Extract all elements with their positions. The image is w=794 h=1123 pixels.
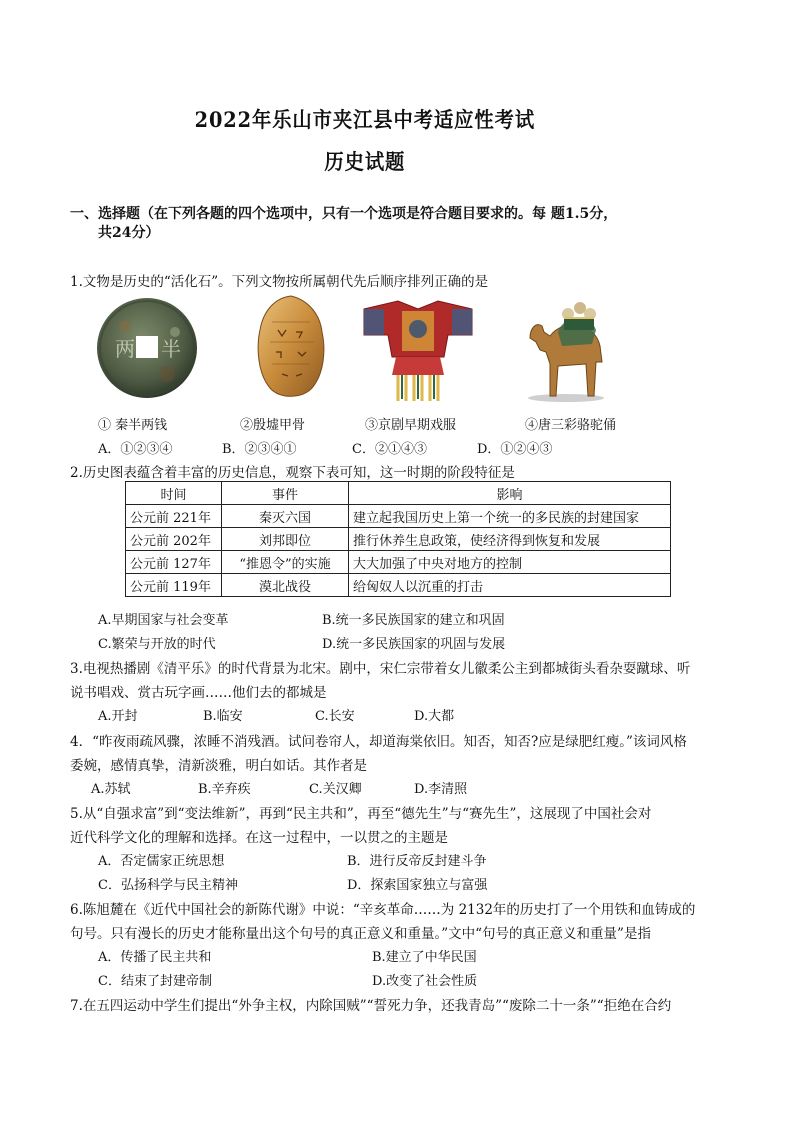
table-row (126, 528, 671, 551)
q3-option-a: A.开封 (98, 709, 138, 724)
question-4-line2: 委婉，感情真挚，清新淡雅，明白如话。其作者是 (70, 758, 367, 774)
caption-qin-coin: ① 秦半两钱 (98, 418, 168, 433)
caption-oracle-bone: ②殷墟甲骨 (240, 418, 306, 433)
question-2-stem: 2.历史图表蕴含着丰富的历史信息，观察下表可知，这一时期的阶段特征是 (70, 465, 515, 481)
q3-option-b: B.临安 (203, 709, 243, 724)
oracle-bone-image (252, 292, 330, 402)
q2-option-b: B.统一多民族国家的建立和巩固 (322, 613, 505, 628)
q5-option-d: D．探索国家独立与富强 (347, 878, 488, 893)
question-3-line1: 3.电视热播剧《清平乐》的时代背景为北宋。剧中，宋仁宗带着女儿徽柔公主到都城街头看杂耍蹴球、听 (70, 661, 691, 677)
question-1-stem: 1.文物是历史的“活化石”。下列文物按所属朝代先后顺序排列正确的是 (70, 274, 489, 290)
table-cell: 给匈奴人以沉重的打击 (349, 574, 671, 597)
exam-title: 2022年乐山市夹江县中考适应性考试 (194, 107, 536, 132)
q3-option-c: C.长安 (315, 709, 355, 724)
q6-option-d: D.改变了社会性质 (372, 974, 478, 989)
question-5-line2: 近代科学文化的理解和选择。在这一过程中，一以贯之的主题是 (70, 830, 448, 846)
caption-opera-costume: ③京剧早期戏服 (365, 418, 457, 433)
q1-option-a: A．①②③④ (98, 442, 173, 457)
q2-option-a: A.早期国家与社会变革 (98, 613, 229, 628)
question-6-line1: 6.陈旭麓在《近代中国社会的新陈代谢》中说：“辛亥革命……为 2132年的历史打了一个用铁和血铸成的 (70, 902, 696, 918)
table-cell: 刘邦即位 (222, 528, 349, 551)
table-cell: 推行休养生息政策，使经济得到恢复和发展 (349, 528, 671, 551)
question-3-line2: 说书唱戏、赏古玩字画……他们去的都城是 (70, 685, 327, 701)
q4-option-c: C.关汉卿 (309, 782, 362, 797)
table-cell: “推恩令”的实施 (222, 551, 349, 574)
q4-option-d: D.李清照 (414, 782, 468, 797)
table-row (126, 551, 671, 574)
caption-camel: ④唐三彩骆驼俑 (525, 418, 617, 433)
q6-option-b: B.建立了中华民国 (372, 950, 477, 965)
question-6-line2: 句号。只有漫长的历史才能称量出这个句号的真正意义和重量。”文中“句号的真正意义和重量”是指 (70, 926, 651, 942)
question-5-line1: 5.从“自强求富”到“变法维新”，再到“民主共和”，再至“德先生”与“赛先生”，这展现了中国社会对 (70, 806, 652, 822)
table-cell: 大大加强了中央对地方的控制 (349, 551, 671, 574)
q3-option-d: D.大都 (414, 709, 455, 724)
table-row (126, 505, 671, 528)
tang-sancai-camel-image (520, 292, 612, 404)
coin-glyph-liang: 两 (115, 337, 135, 361)
q6-option-a: A．传播了民主共和 (98, 950, 212, 965)
table-cell: 建立起我国历史上第一个统一的多民族的封建国家 (349, 505, 671, 528)
q1-option-d: D．①②④③ (477, 442, 553, 457)
q6-option-c: C．结束了封建帝制 (98, 974, 212, 989)
question-4-line1: 4．“昨夜雨疏风骤，浓睡不消残酒。试问卷帘人，却道海棠依旧。知否，知否?应是绿肥红瘦。”该词风格 (70, 734, 687, 750)
table-cell: 漠北战役 (222, 574, 349, 597)
qin-coin-image (95, 296, 199, 400)
q4-option-a: A.苏轼 (91, 782, 131, 797)
q2-option-d: D.统一多民族国家的巩固与发展 (322, 637, 506, 652)
q4-option-b: B.辛弃疾 (198, 782, 251, 797)
question-7-line1: 7.在五四运动中学生们提出“外争主权，内除国贼”“誓死力争，还我青岛”“废除二十一条”“拒绝在合约 (70, 998, 672, 1014)
table-cell: 公元前 221年 (126, 505, 222, 528)
table-header: 影响 (349, 482, 671, 505)
opera-costume-image (362, 295, 474, 405)
section-heading-cont: 共24分） (98, 225, 160, 241)
table-cell: 公元前 127年 (126, 551, 222, 574)
table-header: 时间 (126, 482, 222, 505)
table-cell: 秦灭六国 (222, 505, 349, 528)
history-table (125, 481, 671, 597)
table-header: 事件 (222, 482, 349, 505)
coin-glyph-ban: 半 (161, 337, 181, 361)
q2-option-c: C.繁荣与开放的时代 (98, 637, 216, 652)
exam-subtitle: 历史试题 (324, 149, 406, 174)
table-cell: 公元前 202年 (126, 528, 222, 551)
q5-option-a: A．否定儒家正统思想 (98, 854, 225, 869)
q1-option-b: B．②③④① (222, 442, 297, 457)
q5-option-c: C．弘扬科学与民主精神 (98, 878, 238, 893)
q5-option-b: B．进行反帝反封建斗争 (347, 854, 487, 869)
table-cell: 公元前 119年 (126, 574, 222, 597)
q1-option-c: C．②①④③ (352, 442, 427, 457)
section-heading: 一、选择题（在下列各题的四个选项中，只有一个选项是符合题目要求的。每 题1.5分， (70, 206, 618, 222)
table-row (126, 574, 671, 597)
table-header-row (126, 482, 671, 505)
